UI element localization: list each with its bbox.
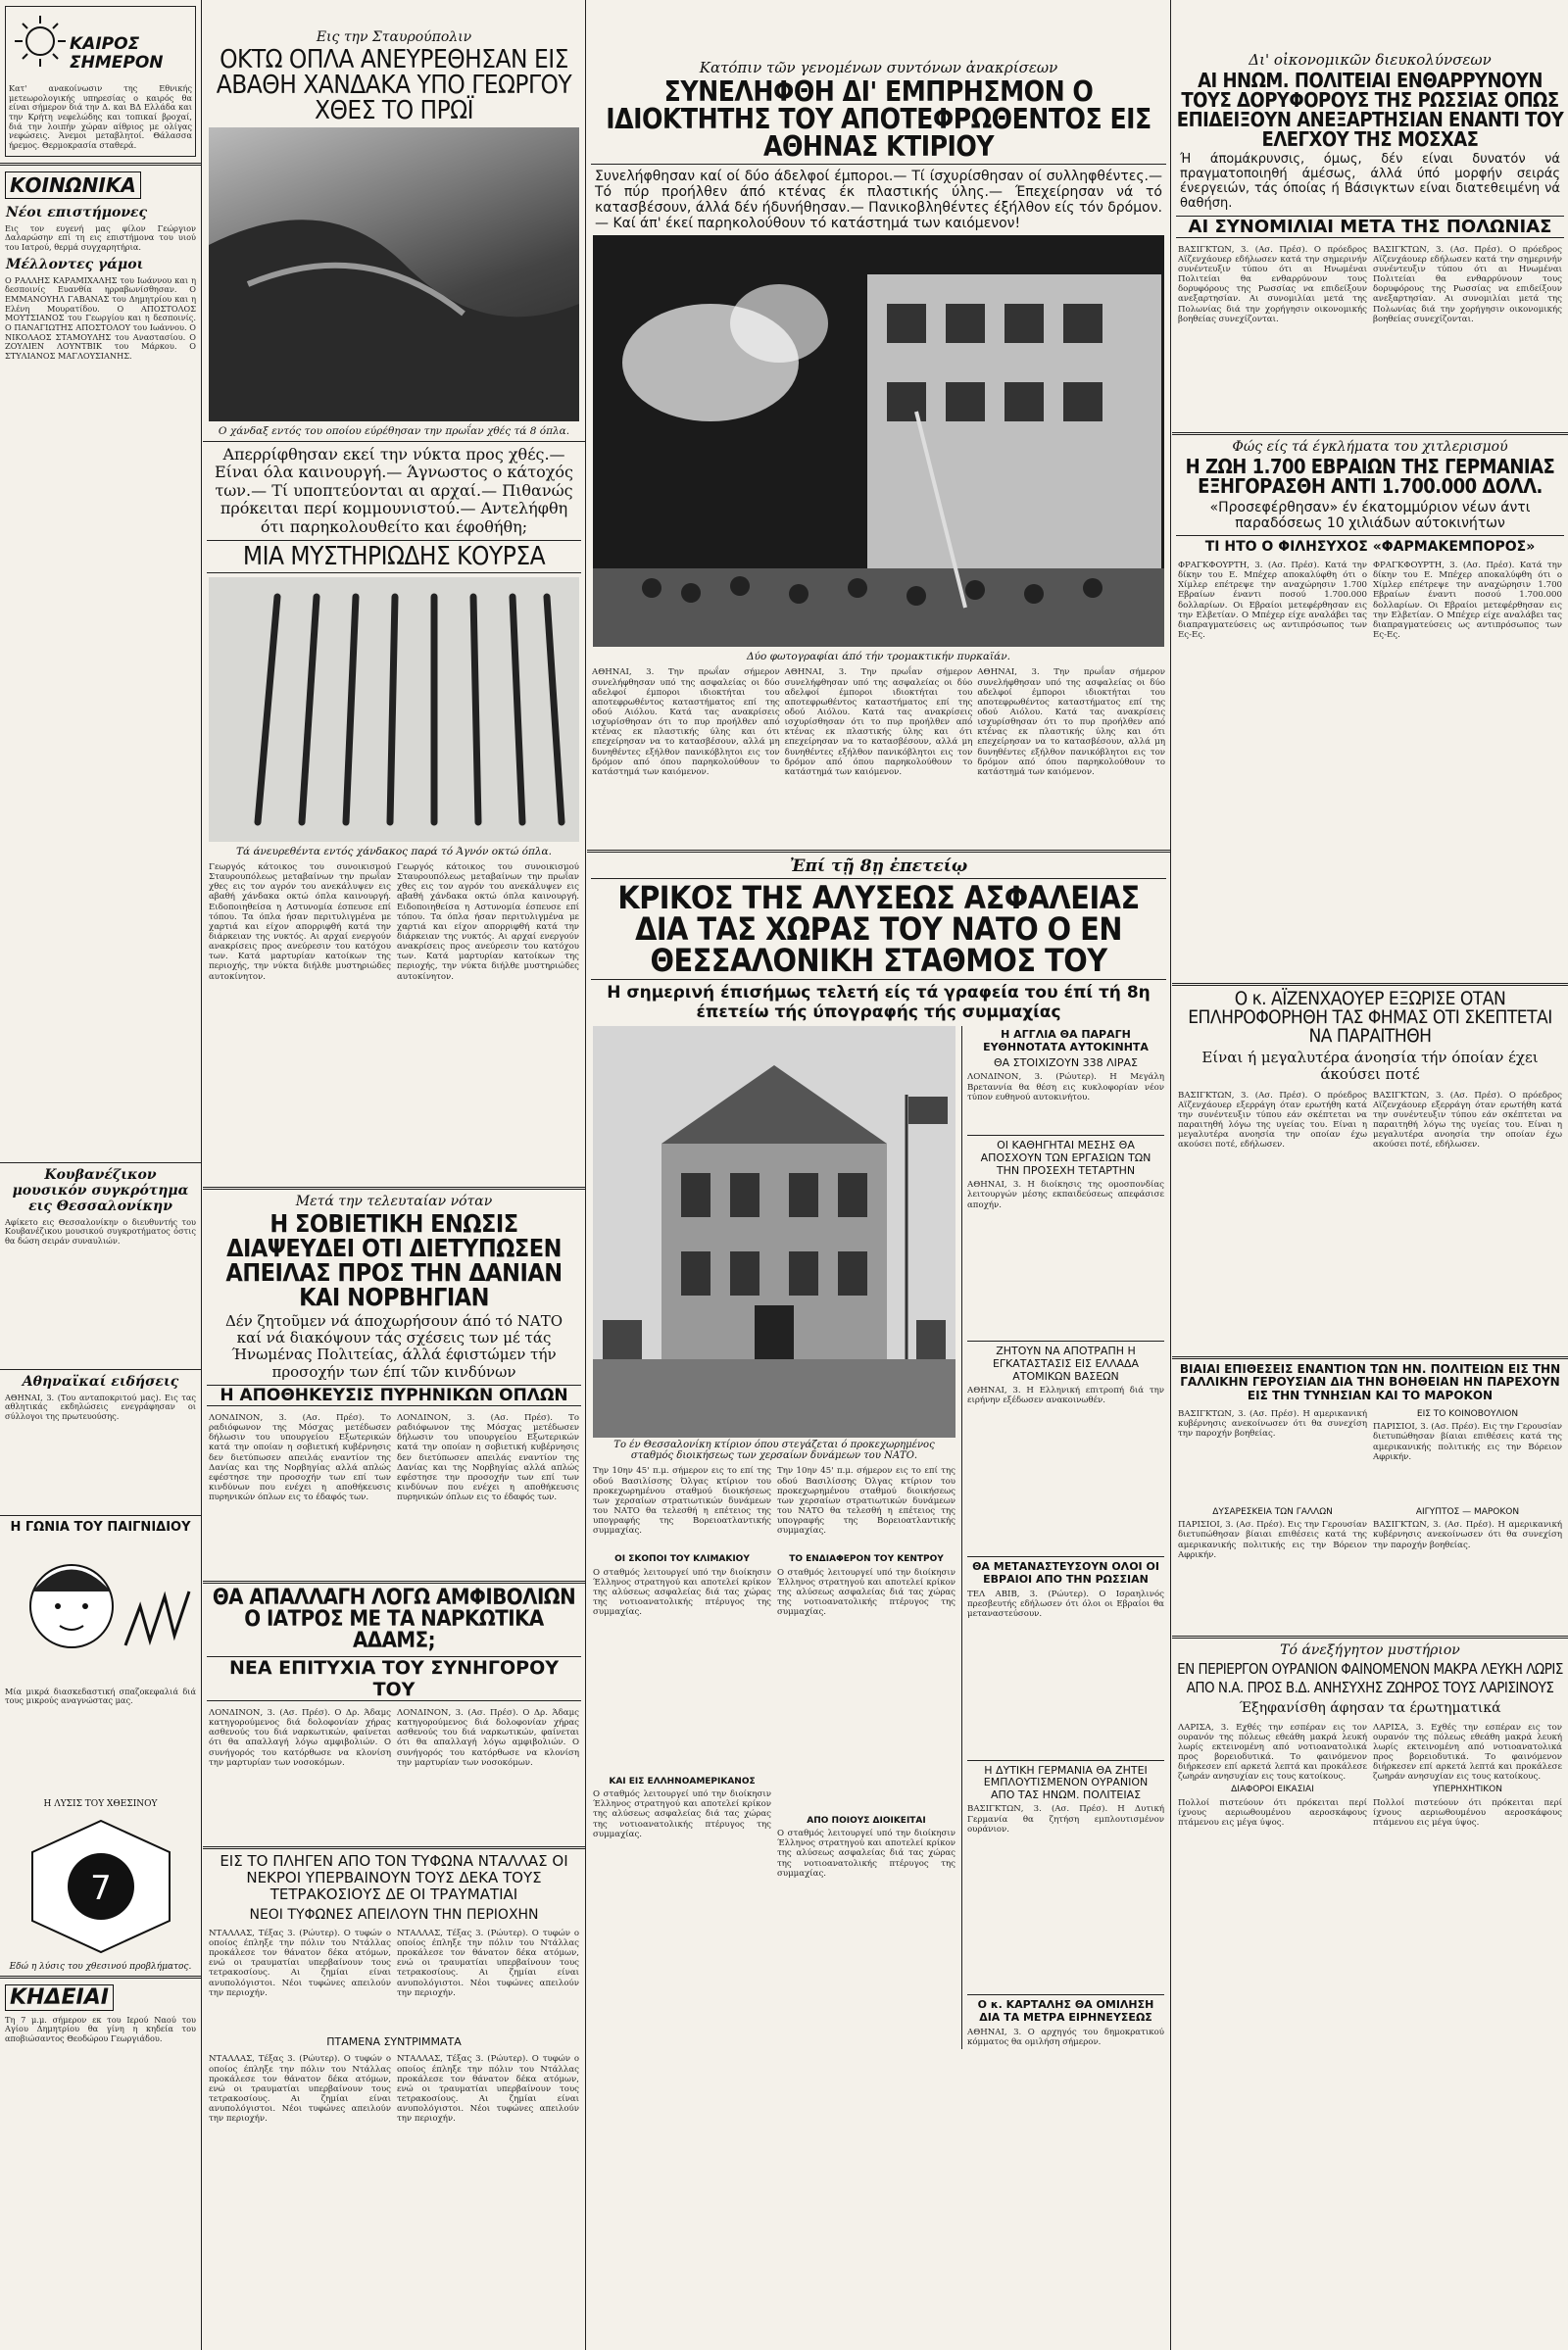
jews-russia-text: ΤΕΛ ΑΒΙΒ, 3. (Ρώυτερ). Ο Ισραηλινός πρεσβευτής εδήλωσεν ότι όλοι οι Εβραίοι θα μεταναστεύσουν. (967, 1589, 1164, 1619)
funeral-text: Τη 7 μ.μ. σήμερον εκ του Ιερού Ναού του Αγίου Δημητρίου θα γίνη η κηδεία του αποβιώσαντος Θεοδώρου Γεωργιάδου. (5, 2014, 196, 2044)
guns-subheadline: ΜΙΑ ΜΥΣΤΗΡΙΩΔΗΣ ΚΟΥΡΣΑ (207, 540, 581, 573)
nato-text-cont: Την 10ην 45' π.μ. σήμερον εις το επί της οδού Βασιλίσσης Όλγας κτίριον του προκεχωρημένου σταθμού διοικήσεως των χερσαίων στρατιωτικών δυνάμεων του ΝΑΤΟ θα τελεσθή η επέτειος της υπογραφής της Βορειοατλαντικής συμμαχίας. (777, 1466, 956, 1537)
guns-headline: ΟΚΤΩ ΟΠΛΑ ΑΝΕΥΡΕΘΗΣΑΝ ΕΙΣ ΑΒΑΘΗ ΧΑΝΔΑΚΑ ΥΠΟ ΓΕΩΡΓΟΥ ΧΘΕΣ ΤΟ ΠΡΩΪ (216, 45, 572, 125)
french-displeasure-text: ΠΑΡΙΣΙΟΙ, 3. (Ασ. Πρέσ). Εις την Γερουσίαν διετυπώθησαν βίαιαι επιθέσεις κατά της αμερικανικής πολιτικής εις την Βόρειον Αφρικήν. (1178, 1520, 1367, 1560)
games-title: Η ΓΩΝΙΑ ΤΟΥ ΠΑΙΓΝΙΔΙΟΥ (10, 1519, 191, 1535)
typhoon-headline: ΕΙΣ ΤΟ ΠΛΗΓΕΝ ΑΠΟ ΤΟΝ ΤΥΦΩΝΑ ΝΤΑΛΛΑΣ ΟΙ ΝΕΚΡΟΙ ΥΠΕΡΒΑΙΝΟΥΝ ΤΟΥΣ ΔΕΚΑ ΤΟΥΣ ΤΕΤΡΑΚΟΣΙΟΥΣ ΔΕ ΟΙ ΤΡΑΥΜΑΤΙΑΙ (220, 1851, 568, 1904)
social-text-1: Εις τον ευγενή μας φίλον Γεώργιον Δαλαρώσην επί τη εις επιστήμονα του υιού του Ιατρού, θερμά συγχαρητήρια. (5, 222, 196, 253)
sky-kicker: Τό άνεξήγητον μυστήριον (1280, 1641, 1460, 1658)
adams-text-cont: ΛΟΝΔΙΝΟΝ, 3. (Ασ. Πρέσ). Ο Δρ. Άδαμς κατηγορούμενος διά δολοφονίαν χήρας ασθενούς του διά ναρκωτικών, φαίνεται ότι θα απαλλαγή λόγω αμφιβολιών. Ο συνήγορός του κατόρθωσε να κλονίση την μαρτυρίαν των νοσοκόμων. (397, 1707, 579, 1768)
soviet-headline: Η ΣΟΒΙΕΤΙΚΗ ΕΝΩΣΙΣ ΔΙΑΨΕΥΔΕΙ ΟΤΙ ΔΙΕΤΥΠΩΣΕΝ ΑΠΕΙΛΑΣ ΠΡΟΣ ΤΗΝ ΔΑΝΙΑΝ ΚΑΙ ΝΟΡΒΗΓΙΑΝ (225, 1208, 563, 1311)
nato-headline: ΚΡΙΚΟΣ ΤΗΣ ΑΛΥΣΕΩΣ ΑΣΦΑΛΕΙΑΣ ΔΙΑ ΤΑΣ ΧΩΡΑΣ ΤΟΥ ΝΑΤΟ Ο ΕΝ ΘΕΣΣΑΛΟΝΙΚΗ ΣΤΑΘΜΟΣ ΤΟΥ (591, 878, 1166, 980)
nato-building-image (593, 1026, 956, 1438)
fire-headline: ΣΥΝΕΛΗΦΘΗ ΔΙ' ΕΜΠΡΗΣΜΟΝ Ο ΙΔΙΟΚΤΗΤΗΣ ΤΟΥ ΑΠΟΤΕΦΡΩΘΕΝΤΟΣ ΕΙΣ ΑΘΗΝΑΣ ΚΤΙΡΙΟΥ (591, 78, 1166, 165)
child-drawing-icon (3, 1538, 199, 1685)
rifles-photo-image (209, 577, 579, 842)
nato-building-photo (593, 1026, 956, 1438)
atomic-bases-headline: ΖΗΤΟΥΝ ΝΑ ΑΠΟΤΡΑΠΗ Η ΕΓΚΑΤΑΣΤΑΣΙΣ ΕΙΣ ΕΛΛΑΔΑ ΑΤΟΜΙΚΩΝ ΒΑΣΕΩΝ (992, 1345, 1140, 1383)
nato-sub-4: ΑΠΟ ΠΟΙΟΥΣ ΔΙΟΙΚΕΙΤΑΙ (807, 1815, 926, 1826)
athletic-text: ΑΘΗΝΑΙ, 3. (Του ανταποκριτού μας). Εις τας αθλητικάς εκδηλώσεις ενεγράφησαν οι σύλλογοι της πρωτευούσης. (5, 1392, 196, 1422)
poland-text-cont: ΒΑΣΙΓΚΤΩΝ, 3. (Ασ. Πρέσ). Ο πρόεδρος Αϊζενχάουερ εδήλωσεν κατά την σημερινήν συνέντευξιν τύπου ότι αι Ηνωμέναι Πολιτείαι θα ενθαρρύνουν τους δορυφόρους της Ρωσσίας να επιδείξουν ανεξαρτησίαν. Αι συνομιλίαι μετά της Πολωνίας διά την χορήγησιν οικονομικής βοηθείας συνεχίζονται. (1373, 244, 1562, 324)
second-column (203, 0, 586, 2350)
french-senate-text: ΒΑΣΙΓΚΤΩΝ, 3. (Ασ. Πρέσ). Η αμερικανική κυβέρνησις ανεκοίνωσεν ότι θα συνεχίση την παροχήν βοηθείας. (1178, 1408, 1367, 1440)
jews-ransom-headline: Η ΖΩΗ 1.700 ΕΒΡΑΙΩΝ ΤΗΣ ΓΕΡΜΑΝΙΑΣ ΕΞΗΓΟΡΑΣΘΗ ΑΝΤΙ 1.700.000 ΔΟΛΛ. (1185, 454, 1555, 498)
eisenhower-text: ΒΑΣΙΓΚΤΩΝ, 3. (Ασ. Πρέσ). Ο πρόεδρος Αϊζενχάουερ εξερράγη όταν ερωτήθη κατά την συνέντευξιν τύπου εάν σκέπτεται να παραιτηθή λόγω της υγείας του. Είναι η μεγαλυτέρα ανοησία την οποίαν έχω ακούσει ποτέ, εδήλωσεν. (1178, 1090, 1367, 1151)
nato-text-3: Ο σταθμός λειτουργεί υπό την διοίκησιν Έλληνος στρατηγού και αποτελεί κρίκον της αλύσεως ασφαλείας διά τας χώρας της νοτιοανατολικής πτέρυγος της συμμαχίας. (593, 1789, 771, 1839)
jews-russia-headline: ΘΑ ΜΕΤΑΝΑΣΤΕΥΣΟΥΝ ΟΛΟΙ ΟΙ ΕΒΡΑΙΟΙ ΑΠΟ ΤΗΝ ΡΩΣΣΙΑΝ (972, 1560, 1159, 1586)
athletic-title: Αθηναϊκαί ειδήσεις (22, 1373, 179, 1390)
weather-title: ΚΑΙΡΟΣ ΣΗΜΕΡΟΝ (70, 34, 164, 73)
typhoon-subheadline: ΝΕΟΙ ΤΥΦΩΝΕΣ ΑΠΕΙΛΟΥΝ ΤΗΝ ΠΕΡΙΟΧΗΝ (249, 1906, 539, 1923)
solution-caption: Εδώ η λύσις του χθεσινού προβλήματος. (9, 1961, 192, 1972)
typhoon-text-cont: ΝΤΑΛΛΑΣ, Τέξας 3. (Ρώυτερ). Ο τυφών ο οποίος έπληξε την πόλιν του Ντάλλας προκάλεσε τον θάνατον δέκα ατόμων, ενώ οι τραυματίαι υπερβαίνουν τους τετρακοσίους. Αι ζημίαι είναι ανυπολόγιστοι. Νέοι τυφώνες απειλούν την περιοχήν. (397, 1928, 579, 1998)
egypt-morocco-text: ΒΑΣΙΓΚΤΩΝ, 3. (Ασ. Πρέσ). Η αμερικανική κυβέρνησις ανεκοίνωσεν ότι θα συνεχίση την παροχήν βοηθείας. (1373, 1520, 1562, 1550)
rifles-photo (209, 577, 579, 842)
parliament-text: ΠΑΡΙΣΙΟΙ, 3. (Ασ. Πρέσ). Εις την Γερουσίαν διετυπώθησαν βίαιαι επιθέσεις κατά της αμερικανικής πολιτικής εις την Βόρειον Αφρικήν. (1373, 1422, 1562, 1462)
guns-story-text-cont: Γεωργός κάτοικος του συνοικισμού Σταυρουπόλεως μεταβαίνων την πρωΐαν χθες εις τον αγρόν του ανεκάλυψεν εις αβαθή χάνδακα οκτώ όπλα καινουργή. Ειδοποιηθείσα η Αστυνομία έσπευσε επί τόπου. Τα όπλα ήσαν περιτυλιγμένα με χαρτιά και είχον απορριφθή κατά την διάρκειαν της νυκτός. Αι αρχαί ενεργούν ανακρίσεις προς ανεύρεσιν του κατόχου των. Κατά μαρτυρίαν κατοίκων της περιοχής, την νύκτα διήλθε μυστηριώδες αυτοκίνητον. (397, 861, 579, 982)
soviet-subheadline: Η ΑΠΟΘΗΚΕΥΣΙΣ ΠΥΡΗΝΙΚΩΝ ΟΠΛΩΝ (207, 1385, 581, 1406)
uranium-headline: Η ΔΥΤΙΚΗ ΓΕΡΜΑΝΙΑ ΘΑ ΖΗΤΕΙ ΕΜΠΛΟΥΤΙΣΜΕΝΟΝ ΟΥΡΑΝΙΟΝ ΑΠΟ ΤΑΣ ΗΝΩΜ. ΠΟΛΙΤΕΙΑΣ (983, 1763, 1149, 1801)
typhoon-text: ΝΤΑΛΛΑΣ, Τέξας 3. (Ρώυτερ). Ο τυφών ο οποίος έπληξε την πόλιν του Ντάλλας προκάλεσε τον θάνατον δέκα ατόμων, ενώ οι τραυματίαι υπερβαίνουν τους τετρακοσίους. Αι ζημίαι είναι ανυπολόγιστοι. Νέοι τυφώνες απειλούν την περιοχήν. (209, 1928, 391, 1998)
teachers-headline: ΟΙ ΚΑΘΗΓΗΤΑΙ ΜΕΣΗΣ ΘΑ ΑΠΟΣΧΟΥΝ ΤΩΝ ΕΡΓΑΣΙΩΝ ΤΩΝ ΤΗΝ ΠΡΟΣΕΧΗ ΤΕΤΑΡΤΗΝ (980, 1139, 1152, 1177)
egypt-morocco-sub: ΑΙΓΥΠΤΟΣ — ΜΑΡΟΚΟΝ (1415, 1506, 1520, 1517)
fire-photo-caption: Δύο φωτογραφίαι άπό τήν τρομακτικήν πυρκαϊάν. (747, 651, 1010, 663)
satellites-deck: Ή άπομάκρυνσις, όμως, δέν είναι δυνατόν νά πραγματοποιηθή άμέσως, άλλά ύπό μορφήν σειράς ένεργειών, τάς όποίας ή Βάσιγκτων είναι διατεθειμένη νά θαθήση. (1180, 152, 1560, 211)
nato-text: Την 10ην 45' π.μ. σήμερον εις το επί της οδού Βασιλίσσης Όλγας κτίριον του προκεχωρημένου σταθμού διοικήσεως των χερσαίων στρατιωτικών δυνάμεων του ΝΑΤΟ θα τελεσθή η επέτειος της υπογραφής της Βορειοατλαντικής συμμαχίας. (593, 1466, 771, 1537)
sky-text-cont: ΛΑΡΙΣΑ, 3. Εχθές την εσπέραν εις τον ουρανόν της πόλεως εθεάθη μακρά λευκή λωρίς εκτεινομένη από νοτιοανατολικά προς βορειοδυτικά. Το φαινόμενον διήρκεσεν επί αρκετά λεπτά και προκάλεσε ζωηράν ανησυχίαν εις τους κατοίκους. (1373, 1722, 1562, 1783)
sky-sub-a: ΔΙΑΦΟΡΟΙ ΕΙΚΑΣΙΑΙ (1231, 1785, 1314, 1795)
typhoon-text-3: ΝΤΑΛΛΑΣ, Τέξας 3. (Ρώυτερ). Ο τυφών ο οποίος έπληξε την πόλιν του Ντάλλας προκάλεσε τον θάνατον δέκα ατόμων, ενώ οι τραυματίαι υπερβαίνουν τους τετρακοσίους. Αι ζημίαι είναι ανυπολόγιστοι. Νέοι τυφώνες απειλούν την περιοχήν. (397, 2054, 579, 2125)
social-text-2: Ο ΡΑΛΛΗΣ ΚΑΡΑΜΙΧΑΛΗΣ του Ιωάννου και η δεσποινίς Ευανθία ηρραβωνίσθησαν. Ο ΕΜΜΑΝΟΥΗΛ ΓΑΒΑΝΑΣ του Δημητρίου και η Ελένη Μουρατίδου. Ο ΑΠΟΣΤΟΛΟΣ ΜΟΥΤΣΙΑΝΟΣ του Γεωργίου και η δεσποινίς. Ο ΠΑΝΑΓΙΩΤΗΣ ΑΠΟΣΤΟΛΟΥ του Ιωάννου. Ο ΝΙΚΟΛΑΟΣ ΣΤΑΜΟΥΛΗΣ του Αναστασίου. Ο ΖΟΥΛΙΕΝ ΛΟΥΝΤΒΙΚ του Μάρκου. Ο ΣΤΥΛΙΑΝΟΣ ΜΑΓΛΟΥΣΙΑΝΗΣ. (5, 275, 196, 362)
fire-photo-image (593, 235, 1164, 647)
soviet-text-cont: ΛΟΝΔΙΝΟΝ, 3. (Ασ. Πρέσ). Το ραδιόφωνον της Μόσχας μετέδωσεν δήλωσιν του υπουργείου Εξωτερικών κατά την οποίαν η σοβιετική κυβέρνησις δεν διετύπωσεν απειλάς εναντίον της Δανίας και της Νορβηγίας αλλά απλώς εφέστησε την προσοχήν των επί των κινδύνων που ενέχει η αποθήκευσις πυρηνικών όπλων εις το έδαφός των. (397, 1412, 579, 1503)
weather-box (5, 6, 196, 157)
right-column (1172, 0, 1568, 2350)
adams-headline: ΘΑ ΑΠΑΛΛΑΓΗ ΛΟΓΩ ΑΜΦΙΒΟΛΙΩΝ Ο ΙΑΤΡΟΣ ΜΕ ΤΑ ΝΑΡΚΩΤΙΚΑ ΑΔΑΜΣ; (212, 1585, 576, 1653)
cars-subheadline: ΘΑ ΣΤΟΙΧΙΖΟΥΝ 338 ΛΙΡΑΣ (993, 1055, 1139, 1069)
satellites-kicker: Δι' οἰκονομικῶν διευκολύνσεων (1249, 51, 1492, 69)
social-sub-1: Νέοι επιστήμονες (6, 204, 148, 220)
uranium-text: ΒΑΣΙΓΚΤΩΝ, 3. (Ασ. Πρέσ). Η Δυτική Γερμανία θα ζητήση εμπλουτισμένον ουράνιον. (967, 1804, 1164, 1835)
social-sub-2: Μέλλοντες γάμοι (6, 256, 144, 272)
nato-sub-2: ΟΙ ΣΚΟΠΟΙ ΤΟΥ ΚΛΙΜΑΚΙΟΥ (614, 1554, 750, 1565)
sky-phenomenon-headline: ΕΝ ΠΕΡΙΕΡΓΟΝ ΟΥΡΑΝΙΟΝ ΦΑΙΝΟΜΕΝΟΝ ΜΑΚΡΑ ΛΕΥΚΗ ΛΩΡΙΣ ΑΠΟ Ν.Α. ΠΡΟΣ Β.Δ. ΑΝΗΣΥΧΗΣ ΖΩΗΡΟΣ ΤΟΥΣ ΛΑΡΙΣΙΝΟΥΣ (1177, 1659, 1563, 1696)
cars-text: ΛΟΝΔΙΝΟΝ, 3. (Ρώυτερ). Η Μεγάλη Βρεταννία θα θέση εις κυκλοφορίαν νέον τύπον ευθηνού αυτοκινήτου. (967, 1072, 1164, 1102)
funeral-title: ΚΗΔΕΙΑΙ (5, 1984, 114, 2011)
svg-text:7: 7 (89, 1868, 112, 1908)
eisenhower-deck: Είναι ή μεγαλυτέρα άνοησία τήν όποίαν έχει άκούσει ποτέ (1201, 1049, 1539, 1084)
poland-subheadline: ΑΙ ΣΥΝΟΜΙΛΙΑΙ ΜΕΤΑ ΤΗΣ ΠΟΛΩΝΙΑΣ (1176, 216, 1564, 238)
atomic-bases-text: ΑΘΗΝΑΙ, 3. Η Ελληνική επιτροπή διά την ειρήνην εξέδωσεν ανακοινωθέν. (967, 1386, 1164, 1406)
soviet-text: ΛΟΝΔΙΝΟΝ, 3. (Ασ. Πρέσ). Το ραδιόφωνον της Μόσχας μετέδωσεν δήλωσιν του υπουργείου Εξωτερικών κατά την οποίαν η σοβιετική κυβέρνησις δεν διετύπωσεν απειλάς εναντίον της Δανίας και της Νορβηγίας αλλά απλώς εφέστησε την προσοχήν των επί των κινδύνων που ενέχει η αποθήκευσις πυρηνικών όπλων εις το έδαφός των. (209, 1412, 391, 1503)
cars-headline: Η ΑΓΓΛΙΑ ΘΑ ΠΑΡΑΓΗ ΕΥΘΗΝΟΤΑΤΑ ΑΥΤΟΚΙΝΗΤΑ (983, 1028, 1149, 1054)
social-title: ΚΟΙΝΩΝΙΚΑ (5, 171, 141, 199)
rifles-photo-caption: Τά άνευρεθέντα εντός χάνδακος παρά τό Άγνόν οκτώ όπλα. (236, 845, 552, 857)
fire-kicker: Κατόπιν τῶν γενομένων συντόνων ἀνακρίσεων (699, 59, 1058, 76)
sky-text: ΛΑΡΙΣΑ, 3. Εχθές την εσπέραν εις τον ουρανόν της πόλεως εθεάθη μακρά λευκή λωρίς εκτεινομένη από νοτιοανατολικά προς βορειοδυτικά. Το φαινόμενον διήρκεσεν επί αρκετά λεπτά και προκάλεσε ζωηράν ανησυχίαν εις τους κατοίκους. (1178, 1722, 1367, 1783)
typhoon-text-2: ΝΤΑΛΛΑΣ, Τέξας 3. (Ρώυτερ). Ο τυφών ο οποίος έπληξε την πόλιν του Ντάλλας προκάλεσε τον θάνατον δέκα ατόμων, ενώ οι τραυματίαι υπερβαίνουν τους τετρακοσίους. Αι ζημίαι είναι ανυπολόγιστοι. Νέοι τυφώνες απειλούν την περιοχήν. (209, 2054, 391, 2125)
sky-text-c: Πολλοί πιστεύουν ότι πρόκειται περί ίχνους αεριωθουμένου αεροσκάφους πτάμενου εις μέγα ύψος. (1373, 1797, 1562, 1828)
parliament-sub: ΕΙΣ ΤΟ ΚΟΙΝΟΒΟΥΛΙΟΝ (1416, 1408, 1519, 1419)
poland-text: ΒΑΣΙΓΚΤΩΝ, 3. (Ασ. Πρέσ). Ο πρόεδρος Αϊζενχάουερ εδήλωσεν κατά την σημερινήν συνέντευξιν τύπου ότι αι Ηνωμέναι Πολιτείαι θα ενθαρρύνουν τους δορυφόρους της Ρωσσίας να επιδείξουν ανεξαρτησίαν. Αι συνομιλίαι μετά της Πολωνίας διά την χορήγησιν οικονομικής βοηθείας συνεχίζονται. (1178, 244, 1367, 324)
kartalis-headline: Ο κ. ΚΑΡΤΑΛΗΣ ΘΑ ΟΜΙΛΗΣΗ ΔΙΑ ΤΑ ΜΕΤΡΑ ΕΙΡΗΝΕΥΣΕΩΣ (977, 1998, 1154, 2025)
nato-deck: Η σημερινή έπισήμως τελετή είς τά γραφεία του έπί τή 8η έπετείω τής ύπογραφής τής συμμαχίας (607, 983, 1151, 1022)
fire-text: ΑΘΗΝΑΙ, 3. Την πρωΐαν σήμερον συνελήφθησαν υπό της ασφαλείας οι δύο αδελφοί έμποροι ιδιοκτήται του αποτεφρωθέντος καταστήματος επί της οδού Αιόλου. Κατά τας ανακρίσεις ισχυρίσθησαν ότι το πυρ προήλθεν από κτένας εκ πλαστικής ύλης και ότι επεχείρησαν να το κατασβέσουν, αλλά μη δυνηθέντες εξήλθον πανικόβλητοι εις τον δρόμον από όπου παρηκολούθουν το κατάστημά των καιόμενον. (592, 667, 780, 777)
jews-ransom-text-cont: ΦΡΑΓΚΦΟΥΡΤΗ, 3. (Ασ. Πρέσ). Κατά την δίκην του Ε. Μπέχερ αποκαλύφθη ότι ο Χίμλερ επέτρεψε την αναχώρησιν 1.700 Εβραίων έναντι ποσού 1.700.000 δολλαρίων. Οι Εβραίοι μετεφέρθησαν εις την Ελβετίαν. Ο Μπέχερ είχε αναλάβει τας διαπραγματεύσεις ως αντιπρόσωπος των Ες-Ες. (1373, 561, 1562, 641)
ditch-photo-caption: Ο χάνδαξ εντός του οποίου εύρέθησαν την πρωΐαν χθές τά 8 όπλα. (218, 425, 570, 437)
fire-deck: Συνελήφθησαν καί οί δύο άδελφοί έμποροι.— Τί ίσχυρίσθησαν οί συλληφθέντες.— Τό πύρ προήλθεν άπό κτένας έκ πλαστικής ύλης.— Έπεχείρησαν νά τό κατασβέσουν, άλλά δέν ήδυνήθησαν.— Πανικοβληθέντες έξήλθον είς τόν δρόμον.— Καί άπ' έκεί παρηκολούθουν τό κατάστημά των καιόμενον! (595, 169, 1162, 232)
teachers-text: ΑΘΗΝΑΙ, 3. Η διοίκησις της ομοσπονδίας λειτουργών μέσης εκπαιδεύσεως απεφάσισε αποχήν. (967, 1180, 1164, 1210)
hitler-kicker: Φώς είς τά έγκλήματα του χιτλερισμού (1232, 438, 1508, 455)
jews-ransom-deck: «Προσεφέρθησαν» έν έκατομμύριον νέων άντι παραδόσεως 10 χιλιάδων αύτοκινήτων (1209, 499, 1531, 531)
ditch-photo (209, 127, 579, 421)
sky-phenomenon-deck: Έξηφανίσθη άφησαν τα έρωτηματικά (1239, 1700, 1501, 1717)
eisenhower-text-cont: ΒΑΣΙΓΚΤΩΝ, 3. (Ασ. Πρέσ). Ο πρόεδρος Αϊζενχάουερ εξερράγη όταν ερωτήθη κατά την συνέντευξιν τύπου εάν σκέπτεται να παραιτηθή λόγω της υγείας του. Είναι η μεγαλυτέρα ανοησία την οποίαν έχω ακούσει ποτέ, εδήλωσεν. (1373, 1090, 1562, 1151)
left-column (0, 0, 202, 2350)
concert-title: Κουβανέζικον μουσικόν συγκρότημα εις Θεσσαλονίκην (12, 1166, 189, 1214)
weather-text: Κατ' ανακοίνωσιν της Εθνικής μετεωρολογικής υπηρεσίας ο καιρός θα είναι σήμερον διά την Δ. και ΒΔ Ελλάδα και την Κρήτη νεφελώδης και τοπικαί βροχαί, διά την λοιπήν χώραν αίθριος με ολίγας νεφώσεις. Άνεμοι μεταβλητοί. Θάλασσα ήρεμος. Θερμοκρασία σταθερά. (9, 83, 192, 151)
fire-photo (593, 235, 1164, 647)
puzzle-solution-icon (3, 1813, 199, 1960)
adams-subheadline: ΝΕΑ ΕΠΙΤΥΧΙΑ ΤΟΥ ΣΥΝΗΓΟΡΟΥ ΤΟΥ (207, 1656, 581, 1701)
kartalis-text: ΑΘΗΝΑΙ, 3. Ο αρχηγός του δημοκρατικού κόμματος θα ομιλήση σήμερον. (967, 2027, 1164, 2047)
french-senate-headline: ΒΙΑΙΑΙ ΕΠΙΘΕΣΕΙΣ ΕΝΑΝΤΙΟΝ ΤΩΝ ΗΝ. ΠΟΛΙΤΕΙΩΝ ΕΙΣ ΤΗΝ ΓΑΛΛΙΚΗΝ ΓΕΡΟΥΣΙΑΝ ΔΙΑ ΤΗΝ ΒΟΗΘΕΙΑΝ ΗΝ ΠΑΡΕΧΟΥΝ ΕΙΣ ΤΗΝ ΤΥΝΗΣΙΑΝ ΚΑΙ ΤΟ ΜΑΡΟΚΟΝ (1179, 1361, 1561, 1403)
soviet-kicker: Μετά την τελευταίαν νόταν (295, 1193, 493, 1209)
pharmacist-subheadline: ΤΙ ΗΤΟ Ο ΦΙΛΗΣΥΧΟΣ «ΦΑΡΜΑΚΕΜΠΟΡΟΣ» (1176, 535, 1564, 555)
nato-text-2: Ο σταθμός λειτουργεί υπό την διοίκησιν Έλληνος στρατηγού και αποτελεί κρίκον της αλύσεως ασφαλείας διά τας χώρας της νοτιοανατολικής πτέρυγος της συμμαχίας. (593, 1567, 771, 1618)
nato-kicker: Ἐπί τῇ 8ῃ ἐπετείῳ (789, 857, 968, 877)
solution-label: Η ΛΥΣΙΣ ΤΟΥ ΧΘΕΣΙΝΟΥ (43, 1798, 158, 1809)
guns-deck: Απερρίφθησαν εκεί την νύκτα προς χθές.— Είναι όλα καινουργή.— Άγνωστος ο κάτοχός των.— Τί υποπτεύονται αι αρχαί.— Πιθανώς πρόκειται περί κομμουνιστού.— Αντελήφθη ότι παρηκολουθείτο και έφοθήθη; (214, 445, 574, 536)
fire-text-cont: ΑΘΗΝΑΙ, 3. Την πρωΐαν σήμερον συνελήφθησαν υπό της ασφαλείας οι δύο αδελφοί έμποροι ιδιοκτήται του αποτεφρωθέντος καταστήματος επί της οδού Αιόλου. Κατά τας ανακρίσεις ισχυρίσθησαν ότι το πυρ προήλθεν από κτένας εκ πλαστικής ύλης και ότι επεχείρησαν να το κατασβέσουν, αλλά μη δυνηθέντες εξήλθον πανικόβλητοι εις τον δρόμον από όπου παρηκολούθουν το κατάστημά των καιόμενον. (784, 667, 973, 777)
fire-text-cont-2: ΑΘΗΝΑΙ, 3. Την πρωΐαν σήμερον συνελήφθησαν υπό της ασφαλείας οι δύο αδελφοί έμποροι ιδιοκτήται του αποτεφρωθέντος καταστήματος επί της οδού Αιόλου. Κατά τας ανακρίσεις ισχυρίσθησαν ότι το πυρ προήλθεν από κτένας εκ πλαστικής ύλης και ότι επεχείρησαν να το κατασβέσουν, αλλά μη δυνηθέντες εξήλθον πανικόβλητοι εις τον δρόμον από όπου παρηκολούθουν το κατάστημά των καιόμενον. (977, 667, 1165, 777)
nato-sub-1: ΤΟ ΕΝΔΙΑΦΕΡΟΝ ΤΟΥ ΚΕΝΤΡΟΥ (789, 1554, 944, 1565)
french-displeasure-sub: ΔΥΣΑΡΕΣΚΕΙΑ ΤΩΝ ΓΑΛΛΩΝ (1212, 1506, 1333, 1517)
nato-photo-caption: Το έν Θεσσαλονίκη κτίριον όπου στεγάζεται ό προκεχωρημένος σταθμός διοικήσεως των χερσαίων δυνάμεων του ΝΑΤΟ. (613, 1440, 935, 1462)
sky-sub-b: ΥΠΕΡΗΧΗΤΙΚΟΝ (1433, 1785, 1502, 1795)
nato-text-4: Ο σταθμός λειτουργεί υπό την διοίκησιν Έλληνος στρατηγού και αποτελεί κρίκον της αλύσεως ασφαλείας διά τας χώρας της νοτιοανατολικής πτέρυγος της συμμαχίας. (777, 1567, 956, 1618)
sky-text-b: Πολλοί πιστεύουν ότι πρόκειται περί ίχνους αεριωθουμένου αεροσκάφους πτάμενου εις μέγα ύψος. (1178, 1797, 1367, 1828)
satellites-headline: ΑΙ ΗΝΩΜ. ΠΟΛΙΤΕΙΑΙ ΕΝΘΑΡΡΥΝΟΥΝ ΤΟΥΣ ΔΟΡΥΦΟΡΟΥΣ ΤΗΣ ΡΩΣΣΙΑΣ ΟΠΩΣ ΕΠΙΔΕΙΞΟΥΝ ΑΝΕΞΑΡΤΗΣΙΑΝ ΕΝΑΝΤΙ ΤΟΥ ΕΛΕΓΧΟΥ ΤΗΣ ΜΟΣΧΑΣ (1176, 69, 1564, 151)
guns-story-text: Γεωργός κάτοικος του συνοικισμού Σταυρουπόλεως μεταβαίνων την πρωΐαν χθες εις τον αγρόν του ανεκάλυψεν εις αβαθή χάνδακα οκτώ όπλα καινουργή. Ειδοποιηθείσα η Αστυνομία έσπευσε επί τόπου. Τα όπλα ήσαν περιτυλιγμένα με χαρτιά και είχον απορριφθή κατά την διάρκειαν της νυκτός. Αι αρχαί ενεργούν ανακρίσεις προς ανεύρεσιν του κατόχου των. Κατά μαρτυρίαν κατοίκων της περιοχής, την νύκτα διήλθε μυστηριώδες αυτοκίνητον. (209, 861, 391, 982)
nato-text-5: Ο σταθμός λειτουργεί υπό την διοίκησιν Έλληνος στρατηγού και αποτελεί κρίκον της αλύσεως ασφαλείας διά τας χώρας της νοτιοανατολικής πτέρυγος της συμμαχίας. (777, 1829, 956, 1879)
concert-text: Αφίκετο εις Θεσσαλονίκην ο διευθυντής του Κουβανέζικου μουσικού συγκροτήματος όστις θα δώση σειράν συναυλιών. (5, 1216, 196, 1247)
soviet-deck: Δέν ζητοῦμεν νά άποχωρήσουν άπό τό ΝΑΤΟ καί νά διακόψουν τάς σχέσεις των μέ τάς Ήνωμένας Πολιτείας, άλλά έφιστώμεν τήν προσοχήν των έπί τῶν κινδύνων (224, 1311, 564, 1381)
guns-kicker: Εις την Σταυρούπολιν (316, 29, 472, 45)
center-column (587, 0, 1171, 2350)
nato-sub-3: ΚΑΙ ΕΙΣ ΕΛΛΗΝΟΑΜΕΡΙΚΑΝΟΣ (609, 1776, 756, 1787)
ditch-photo-image (209, 127, 579, 421)
adams-text: ΛΟΝΔΙΝΟΝ, 3. (Ασ. Πρέσ). Ο Δρ. Άδαμς κατηγορούμενος διά δολοφονίαν χήρας ασθενούς του διά ναρκωτικών, φαίνεται ότι θα απαλλαγή λόγω αμφιβολιών. Ο συνήγορός του κατόρθωσε να κλονίση την μαρτυρίαν των νοσοκόμων. (209, 1707, 391, 1768)
games-text: Μία μικρά διασκεδαστική σπαζοκεφαλιά διά τους μικρούς αναγνώστας μας. (5, 1686, 196, 1706)
jews-ransom-text: ΦΡΑΓΚΦΟΥΡΤΗ, 3. (Ασ. Πρέσ). Κατά την δίκην του Ε. Μπέχερ αποκαλύφθη ότι ο Χίμλερ επέτρεψε την αναχώρησιν 1.700 Εβραίων έναντι ποσού 1.700.000 δολλαρίων. Οι Εβραίοι μετεφέρθησαν εις την Ελβετίαν. Ο Μπέχερ είχε αναλάβει τας διαπραγματεύσεις ως αντιπρόσωπος των Ες-Ες. (1178, 561, 1367, 641)
eisenhower-headline: Ο κ. ΑΪΖΕΝΧΑΟΥΕΡ ΕΞΩΡΙΣΕ ΟΤΑΝ ΕΠΛΗΡΟΦΟΡΗΘΗ ΤΑΣ ΦΗΜΑΣ ΟΤΙ ΣΚΕΠΤΕΤΑΙ ΝΑ ΠΑΡΑΙΤΗΘΗ (1188, 988, 1552, 1048)
typhoon-extra-sub: ΠΤΑΜΕΝΑ ΣΥΝΤΡΙΜΜΑΤΑ (326, 2034, 462, 2048)
